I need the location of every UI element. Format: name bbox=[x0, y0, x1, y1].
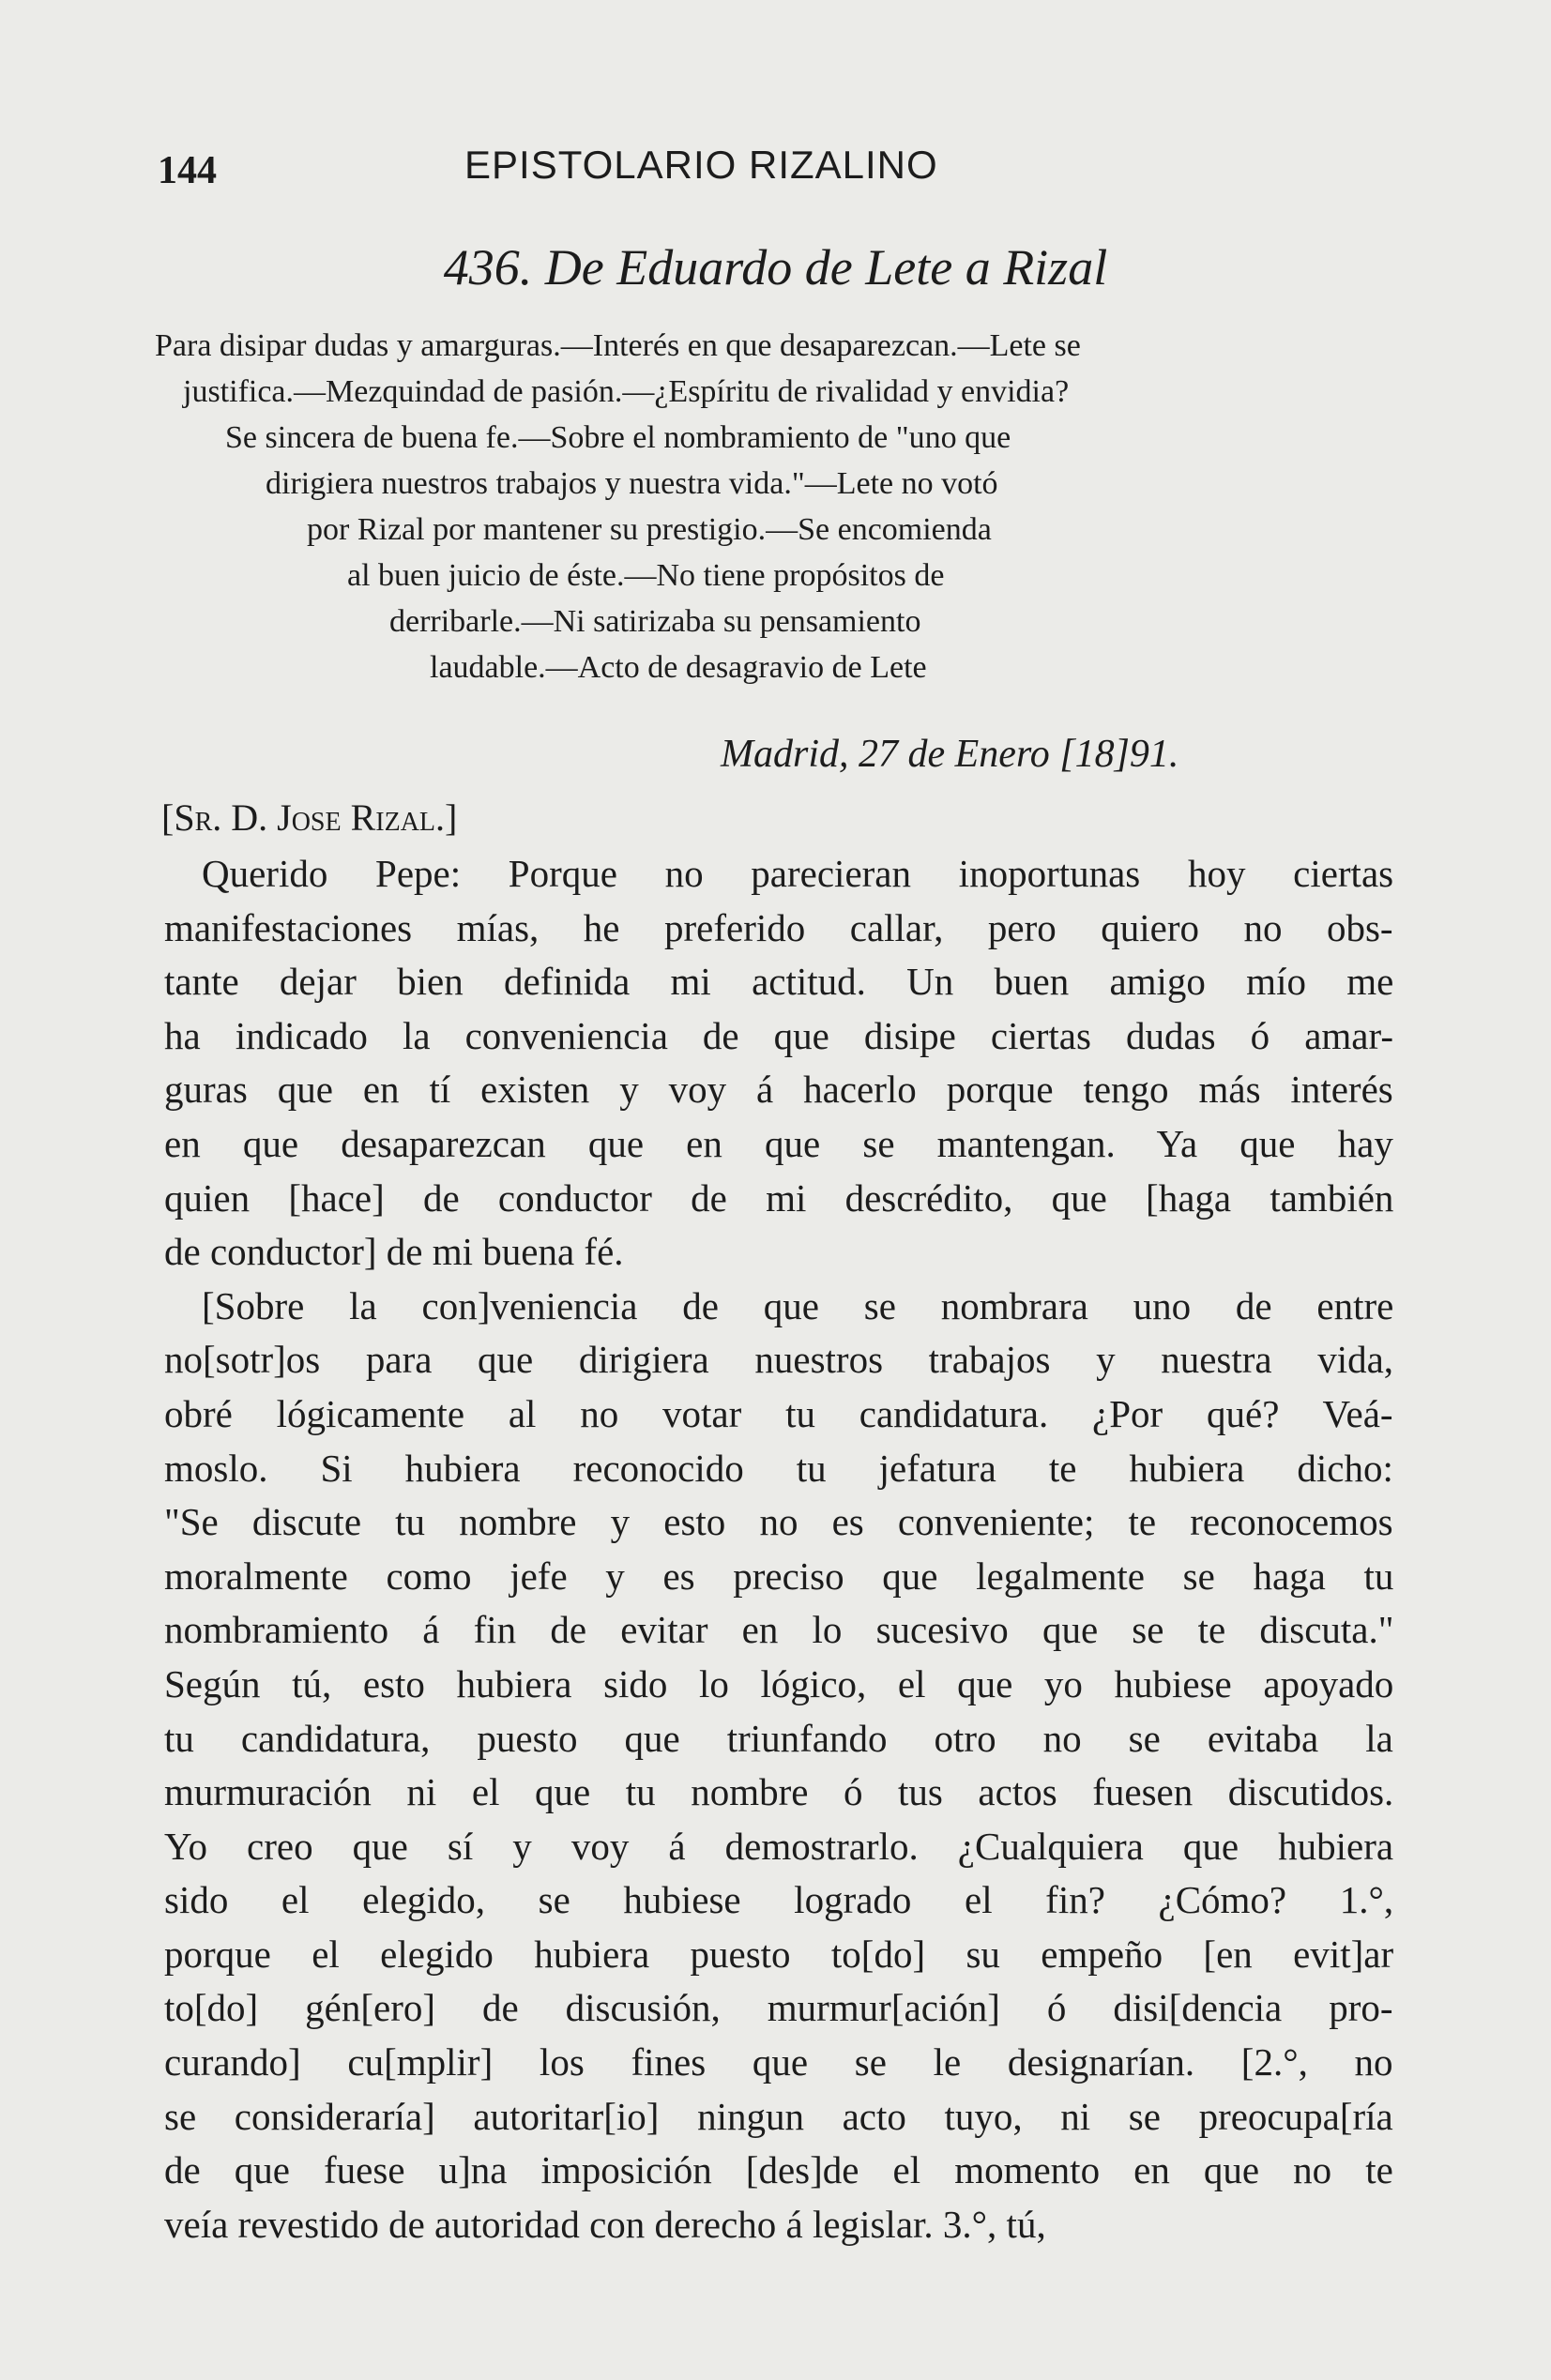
letter-title: 436. De Eduardo de Lete a Rizal bbox=[443, 239, 1108, 296]
body-line: en que desaparezcan que en que se mantengan. Ya que hay bbox=[164, 1121, 1393, 1165]
body-line: [Sobre la con]veniencia de que se nombrara uno de entre bbox=[202, 1283, 1394, 1327]
body-line: veía revestido de autoridad con derecho á legislar. 3.°, tú, bbox=[164, 2202, 1046, 2246]
letter-body bbox=[164, 847, 1393, 2251]
body-line: moralmente como jefe y es preciso que legalmente se haga tu bbox=[164, 1554, 1394, 1598]
body-line: quien [hace] de conductor de mi descrédito, que [haga también bbox=[164, 1175, 1394, 1220]
body-line: guras que en tí existen y voy á hacerlo porque tengo más interés bbox=[164, 1068, 1393, 1112]
body-line: se consideraría] autoritar[io] ningun acto tuyo, ni se preocupa[ría bbox=[164, 2094, 1393, 2138]
body-line: de que fuese u]na imposición [des]de el momento en que no te bbox=[164, 2148, 1393, 2192]
body-line: tante dejar bien definida mi actitud. Un buen amigo mío me bbox=[164, 960, 1394, 1004]
recipient: [Sr. D. Jose Rizal.] bbox=[161, 796, 458, 839]
dateline: Madrid, 27 de Enero [18]91. bbox=[721, 733, 1179, 776]
body-line: Según tú, esto hubiera sido lo lógico, el que yo hubiese apoyado bbox=[164, 1661, 1394, 1705]
body-line: tu candidatura, puesto que triunfando otro no se evitaba la bbox=[164, 1716, 1393, 1760]
body-line: "Se discute tu nombre y esto no es conveniente; te reconocemos bbox=[164, 1500, 1393, 1544]
letter-summary bbox=[155, 323, 1375, 690]
running-title: EPISTOLARIO RIZALINO bbox=[464, 143, 938, 187]
body-line: no[sotr]os para que dirigiera nuestros trabajos y nuestra vida, bbox=[164, 1338, 1394, 1382]
body-line: ha indicado la conveniencia de que disipe ciertas dudas ó amar- bbox=[164, 1013, 1393, 1057]
summary-line: dirigiera nuestros trabajos y nuestra vida."—Lete no votó bbox=[266, 466, 998, 501]
body-line: obré lógicamente al no votar tu candidatura. ¿Por qué? Veá- bbox=[164, 1391, 1393, 1435]
body-line: nombramiento á fin de evitar en lo sucesivo que se te discuta." bbox=[164, 1608, 1394, 1652]
summary-line: derribarle.—Ni satirizaba su pensamiento bbox=[389, 604, 921, 639]
body-line: porque el elegido hubiera puesto to[do] su empeño [en evit]ar bbox=[164, 1932, 1394, 1976]
summary-line: Se sincera de buena fe.—Sobre el nombramiento de "uno que bbox=[225, 420, 1011, 455]
body-line: curando] cu[mplir] los fines que se le designarían. [2.°, no bbox=[164, 2040, 1393, 2084]
summary-line: al buen juicio de éste.—No tiene propósitos de bbox=[347, 558, 945, 593]
body-line: to[do] gén[ero] de discusión, murmur[ación] ó disi[dencia pro- bbox=[164, 1986, 1393, 2030]
summary-line: Para disipar dudas y amarguras.—Interés en que desaparezcan.—Lete se bbox=[155, 328, 1081, 363]
body-line: de conductor] de mi buena fé. bbox=[164, 1230, 624, 1274]
summary-line: laudable.—Acto de desagravio de Lete bbox=[430, 650, 927, 685]
summary-line: por Rizal por mantener su prestigio.—Se encomienda bbox=[307, 512, 992, 547]
body-line: manifestaciones mías, he preferido callar, pero quiero no obs- bbox=[164, 905, 1393, 949]
body-line: moslo. Si hubiera reconocido tu jefatura te hubiera dicho: bbox=[164, 1446, 1393, 1490]
body-line: Querido Pepe: Porque no parecieran inoportunas hoy ciertas bbox=[202, 852, 1394, 895]
body-line: sido el elegido, se hubiese logrado el fin? ¿Cómo? 1.°, bbox=[164, 1878, 1394, 1922]
page-number: 144 bbox=[158, 149, 217, 192]
body-line: murmuración ni el que tu nombre ó tus actos fuesen discutidos. bbox=[164, 1770, 1394, 1814]
body-line: Yo creo que sí y voy á demostrarlo. ¿Cualquiera que hubiera bbox=[164, 1824, 1394, 1868]
summary-line: justifica.—Mezquindad de pasión.—¿Espíritu de rivalidad y envidia? bbox=[183, 374, 1070, 409]
